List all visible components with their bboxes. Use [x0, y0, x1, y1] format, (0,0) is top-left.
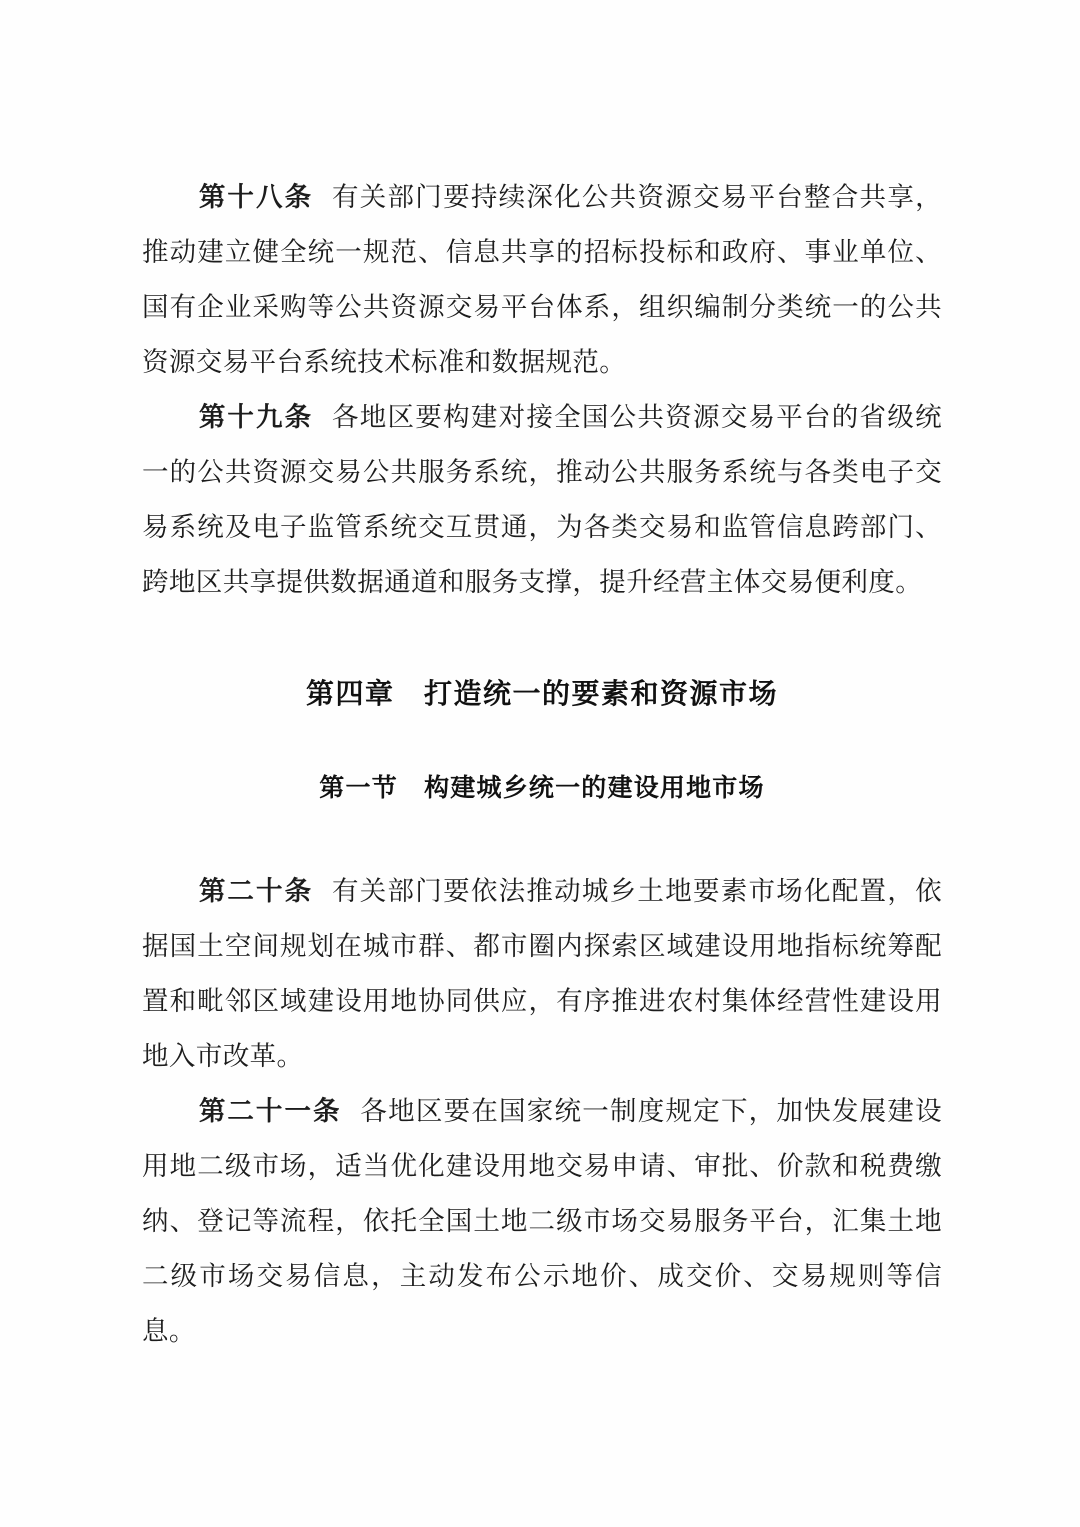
article-number-19: 第十九条	[198, 402, 314, 433]
article-text-20: 有关部门要依法推动城乡土地要素市场化配置，依据国土空间规划在城市群、都市圈内探索区域建设用地指标统筹配置和毗邻区域建设用地协同供应，有序推进农村集体经营性建设用地入市改革。	[142, 876, 942, 1072]
spacer-after-chapter	[142, 712, 942, 768]
paragraph-article-20	[142, 864, 942, 1084]
chapter-heading: 第四章 打造统一的要素和资源市场	[305, 677, 778, 710]
paragraph-article-21	[142, 1084, 942, 1359]
document-body	[142, 170, 942, 1359]
article-number-20: 第二十条	[198, 876, 314, 907]
section-heading: 第一节 构建城乡统一的建设用地市场	[319, 773, 765, 802]
spacer-before-chapter	[142, 610, 942, 672]
article-number-18: 第十八条	[198, 182, 314, 213]
paragraph-article-19	[142, 390, 942, 610]
article-text-18: 有关部门要持续深化公共资源交易平台整合共享，推动建立健全统一规范、信息共享的招标投标和政府、事业单位、国有企业采购等公共资源交易平台体系，组织编制分类统一的公共资源交易平台系统技术标准和数据规范。	[142, 182, 942, 378]
article-text-19: 各地区要构建对接全国公共资源交易平台的省级统一的公共资源交易公共服务系统，推动公共服务系统与各类电子交易系统及电子监管系统交互贯通，为各类交易和监管信息跨部门、跨地区共享提供数据通道和服务支撑，提升经营主体交易便利度。	[142, 402, 942, 598]
article-text-21: 各地区要在国家统一制度规定下，加快发展建设用地二级市场，适当优化建设用地交易申请、审批、价款和税费缴纳、登记等流程，依托全国土地二级市场交易服务平台，汇集土地二级市场交易信息，主动发布公示地价、成交价、交易规则等信息。	[142, 1096, 943, 1347]
article-number-21: 第二十一条	[198, 1096, 342, 1127]
spacer-after-section	[142, 804, 942, 864]
paragraph-article-18	[142, 170, 942, 390]
